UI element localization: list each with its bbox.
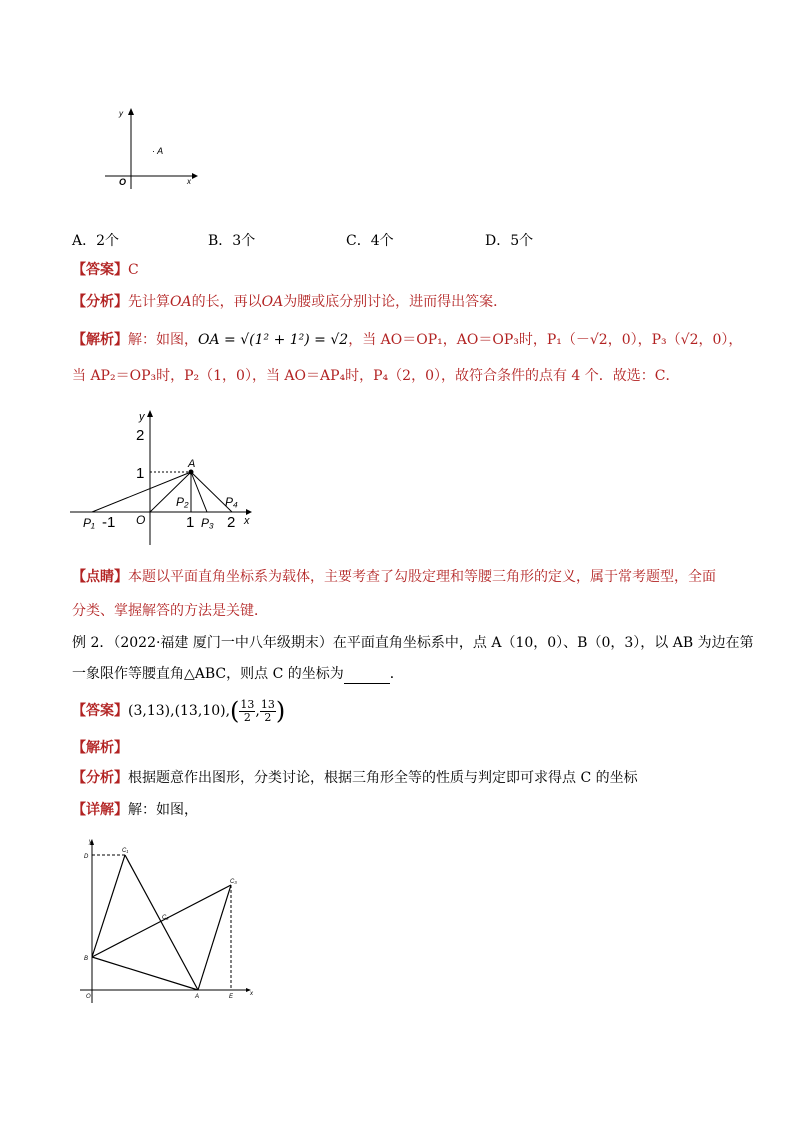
label-a: A bbox=[188, 458, 196, 470]
option-b: B．3个 bbox=[208, 233, 256, 249]
label-d: D bbox=[84, 854, 89, 860]
tick-x-2: 2 bbox=[227, 514, 236, 531]
answer-value: C bbox=[128, 262, 139, 278]
oa-formula: OA = √(1² + 1²) = √2 bbox=[198, 332, 349, 348]
segment-p3-a bbox=[191, 472, 207, 512]
segment-b-c3 bbox=[92, 885, 231, 957]
option-c: C．4个 bbox=[346, 233, 394, 249]
tick-y-1: 1 bbox=[136, 465, 145, 482]
figure-isosceles-points bbox=[70, 405, 260, 555]
y-label: y bbox=[119, 109, 123, 118]
label-p3: P₃ bbox=[201, 516, 214, 530]
solution-line-2: 当 AP₂＝OP₃时，P₂（1，0），当 AO＝AP₄时，P₄（2，0），故符合条件的点有 4 个．故选：C． bbox=[72, 368, 680, 384]
origin-label: O bbox=[119, 177, 127, 187]
label-e: E bbox=[229, 994, 234, 1000]
detail2-line: 【详解】解：如图， bbox=[72, 802, 198, 818]
solution2-tag: 【解析】 bbox=[72, 740, 128, 756]
answer-tag: 【答案】 bbox=[72, 262, 128, 278]
x-label: x bbox=[244, 515, 250, 527]
answer-line-2: 【答案】(3,13),(13,10),( $\frac{13}{2}$ , $\frac{13}{2}$ ) bbox=[72, 697, 286, 725]
frac-x: $\frac{13}{2}$ bbox=[240, 697, 255, 724]
solution2-line bbox=[72, 738, 128, 758]
tick-y-2: 2 bbox=[136, 427, 145, 444]
label-b: B bbox=[84, 956, 89, 962]
y-axis-arrow bbox=[147, 410, 153, 417]
solution-line-1: 【解析】解：如图，OA = √(1² + 1²) = √2，当 AO＝OP₁，AO＝OP₃时，P₁（－√2，0），P₃（√2，0）， bbox=[72, 332, 743, 348]
comment-tag: 【点睛】 bbox=[72, 569, 128, 585]
label-c3: C₃ bbox=[230, 879, 237, 885]
example2-line-2: 一象限作等腰直角△ABC，则点 C 的坐标为 ． bbox=[72, 666, 404, 682]
coord-2: (13,10) bbox=[174, 703, 226, 719]
segment-c1-a bbox=[125, 855, 198, 990]
label-o: O bbox=[86, 994, 91, 1000]
x-label: x bbox=[250, 991, 253, 997]
answer2-tag: 【答案】 bbox=[72, 703, 128, 719]
analysis2-tag: 【分析】 bbox=[72, 770, 128, 786]
segment-c3-a bbox=[198, 885, 231, 990]
y-label: y bbox=[139, 411, 145, 423]
tick-x-1: 1 bbox=[186, 514, 195, 531]
analysis2-line: 【分析】根据题意作出图形，分类讨论，根据三角形全等的性质与判定即可求得点 C 的坐标 bbox=[72, 770, 638, 786]
analysis-tag: 【分析】 bbox=[72, 294, 128, 310]
label-o: O bbox=[136, 513, 146, 527]
detail2-tag: 【详解】 bbox=[72, 802, 128, 818]
label-p1: P₁ bbox=[83, 516, 95, 530]
point-a-label: · A bbox=[152, 146, 164, 156]
answer-line-1 bbox=[72, 260, 139, 280]
figure-right-triangles bbox=[80, 835, 260, 1005]
x-axis-arrow bbox=[192, 173, 198, 179]
tick-x-neg1: -1 bbox=[102, 514, 116, 531]
label-p2: P₂ bbox=[176, 495, 189, 509]
coord-1: (3,13) bbox=[128, 703, 171, 719]
comment-line-2: 分类、掌握解答的方法是关键． bbox=[72, 603, 268, 619]
analysis-line-1: 【分析】先计算OA的长，再以OA为腰或底分别讨论，进而得出答案． bbox=[72, 294, 508, 310]
label-p4: P₄ bbox=[225, 495, 238, 509]
segment-b-c1 bbox=[92, 855, 125, 957]
answer-blank bbox=[344, 669, 390, 684]
x-label: x bbox=[187, 177, 191, 186]
segment-b-a bbox=[92, 957, 198, 990]
figure-axes-point-a bbox=[100, 105, 200, 190]
option-a: A．2个 bbox=[72, 233, 120, 249]
solution-tag: 【解析】 bbox=[72, 332, 128, 348]
label-a: A bbox=[195, 994, 200, 1000]
comment-line-1: 【点睛】本题以平面直角坐标系为载体，主要考查了勾股定理和等腰三角形的定义，属于常考题型，全面 bbox=[72, 569, 716, 585]
y-label: y bbox=[89, 839, 92, 845]
point-a bbox=[189, 470, 194, 475]
frac-y: $\frac{13}{2}$ bbox=[260, 697, 275, 724]
option-d: D．5个 bbox=[485, 233, 534, 249]
y-axis-arrow bbox=[128, 108, 134, 115]
example2-line-1: 例 2．（2022·福建 厦门一中八年级期末）在平面直角坐标系中，点 A（10，0）、B（0，3），以 AB 为边在第 bbox=[72, 635, 754, 651]
label-c1: C₁ bbox=[122, 848, 129, 854]
label-c2: C₂ bbox=[162, 915, 169, 921]
